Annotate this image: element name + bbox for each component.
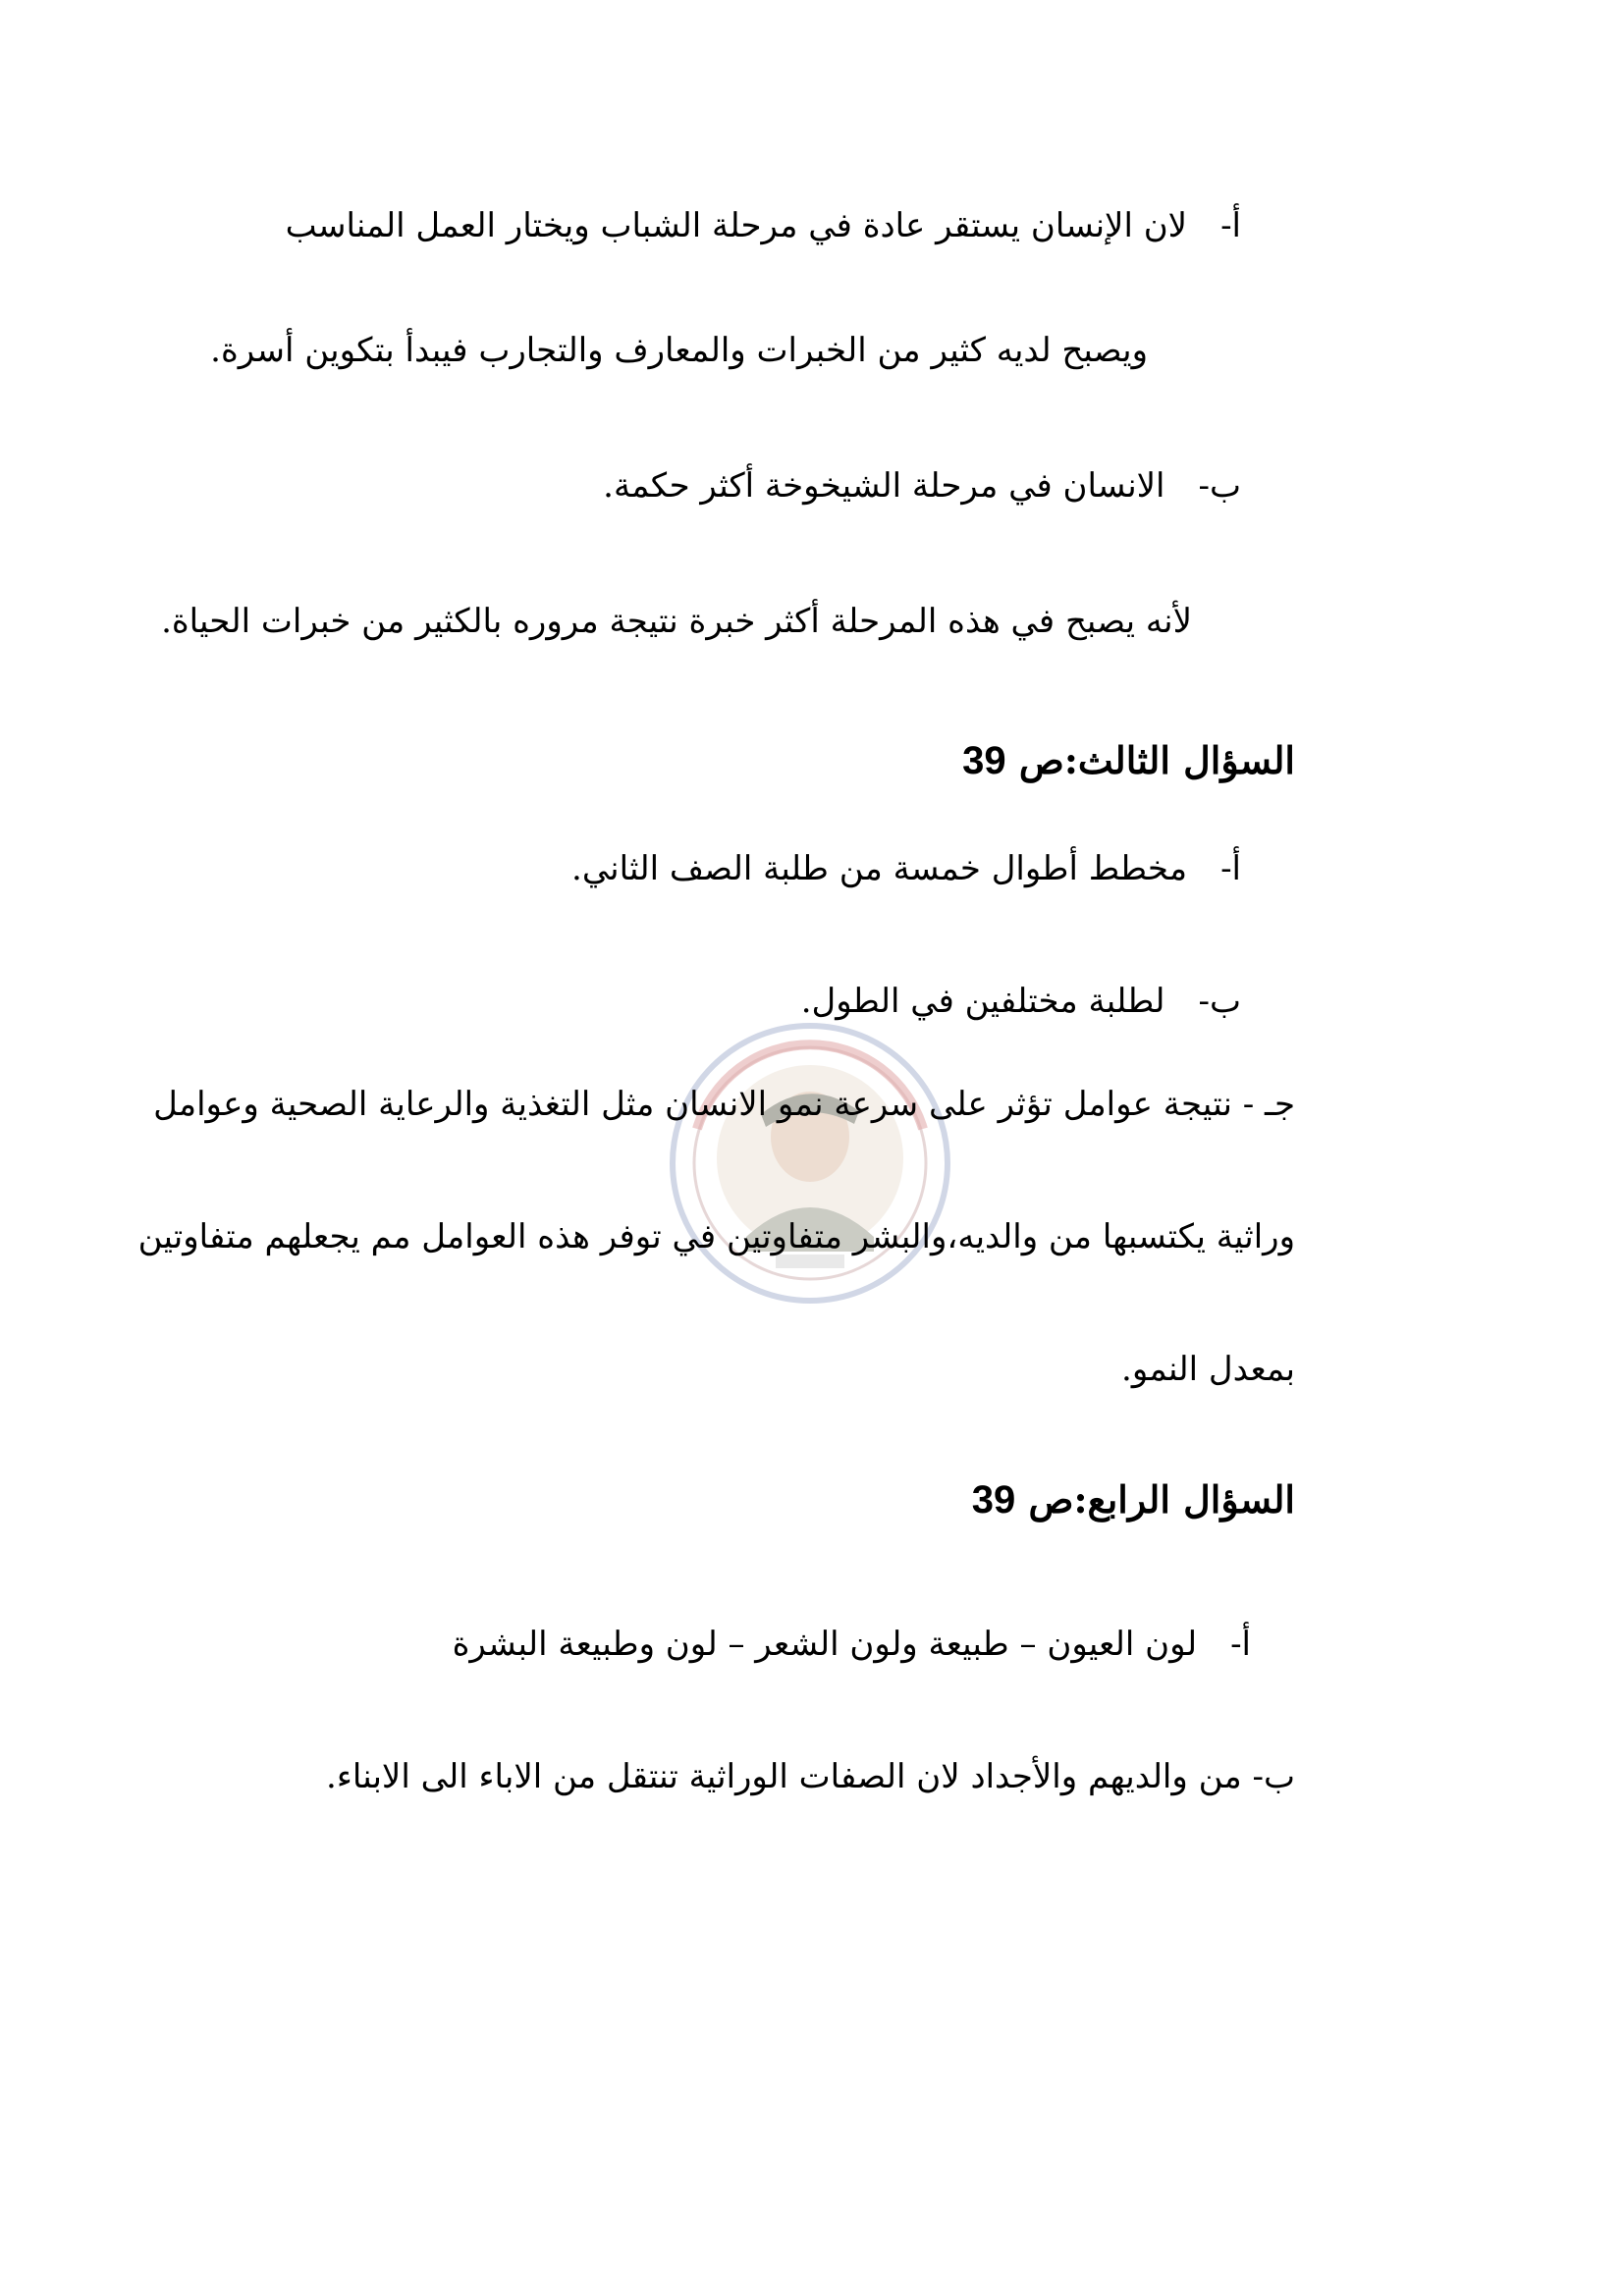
q4-a-label: أ- <box>1230 1625 1251 1664</box>
q3-c-line2: وراثية يكتسبها من والديه،والبشر متفاوتين في توفر هذه العوامل مم يجعلهم متفاوتين <box>137 1217 1295 1256</box>
q2-a-line2: ويصبح لديه كثير من الخبرات والمعارف والتجارب فيبدأ بتكوين أسرة. <box>210 331 1148 370</box>
q2-b-line: ب-الانسان في مرحلة الشيخوخة أكثر حكمة. <box>603 461 1241 510</box>
watermark-emblem-icon <box>668 1021 952 1306</box>
q3-a-line: أ-مخطط أطوال خمسة من طلبة الصف الثاني. <box>571 844 1241 893</box>
q3-a-label: أ- <box>1220 849 1241 888</box>
q3-b-line: ب-لطلبة مختلفين في الطول. <box>801 977 1241 1026</box>
q4-page-number: 39 <box>971 1478 1016 1522</box>
q3-c-line3: بمعدل النمو. <box>1121 1350 1295 1389</box>
q3-c-line1: جـ - نتيجة عوامل تؤثر على سرعة نمو الانسان مثل التغذية والرعاية الصحية وعوامل <box>153 1085 1295 1124</box>
q4-heading: السؤال الرابع:ص 39 <box>971 1477 1295 1522</box>
q4-b-line: ب- من والديهم والأجداد لان الصفات الوراثية تنتقل من الاباء الى الابناء. <box>326 1757 1295 1796</box>
q3-heading: السؤال الثالث:ص 39 <box>962 738 1295 782</box>
q2-a-line1: أ-لان الإنسان يستقر عادة في مرحلة الشباب ويختار العمل المناسب <box>286 201 1241 250</box>
q2-b-reason: لأنه يصبح في هذه المرحلة أكثر خبرة نتيجة مروره بالكثير من خبرات الحياة. <box>161 602 1192 641</box>
q3-b-label: ب- <box>1198 982 1241 1021</box>
q2-b-label: ب- <box>1198 466 1241 506</box>
q3-page-number: 39 <box>962 739 1006 782</box>
q2-a-label: أ- <box>1220 206 1241 245</box>
q4-a-line: أ-لون العيون – طبيعة ولون الشعر – لون وطبيعة البشرة <box>453 1620 1251 1669</box>
